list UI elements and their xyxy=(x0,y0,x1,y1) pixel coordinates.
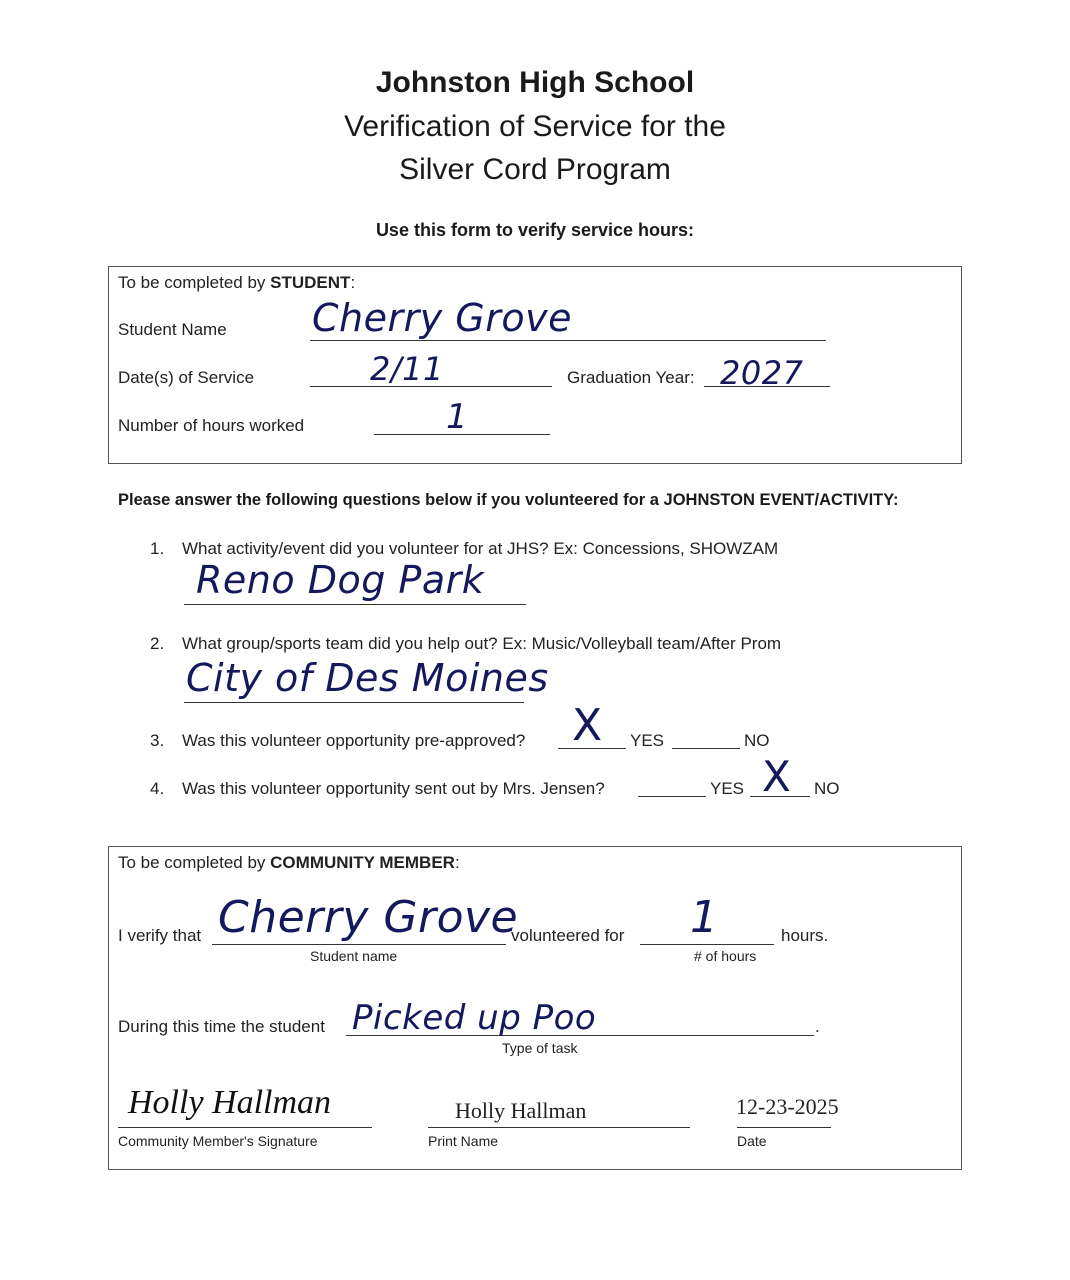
student-name-label: Student Name xyxy=(118,320,227,339)
student-name-caption: Student name xyxy=(310,948,398,964)
q4-text: Was this volunteer opportunity sent out by Mrs. Jensen? xyxy=(182,779,605,798)
student-name-line xyxy=(310,340,826,341)
q4-number: 4. xyxy=(150,779,165,798)
q3-number: 3. xyxy=(150,731,165,750)
q2-answer[interactable]: City of Des Moines xyxy=(186,656,549,700)
johnston-section-heading: Please answer the following questions below if you volunteered for a JOHNSTON EVENT/ACTIVITY: xyxy=(118,491,899,509)
task-period: . xyxy=(815,1017,820,1036)
student-name-value[interactable]: Cherry Grove xyxy=(312,296,572,340)
q3-no-line[interactable] xyxy=(672,748,740,749)
task-value[interactable]: Picked up Poo xyxy=(352,998,597,1038)
student-section-heading: To be completed by STUDENT: xyxy=(118,273,356,292)
print-name-caption: Print Name xyxy=(428,1133,499,1149)
form-title-line2: Silver Cord Program xyxy=(399,153,671,186)
hours-suffix: hours. xyxy=(781,926,829,945)
form-title-line1: Verification of Service for the xyxy=(344,110,726,143)
dates-value[interactable]: 2/11 xyxy=(370,350,444,388)
hours-caption: # of hours xyxy=(694,948,757,964)
q4-no-mark[interactable]: X xyxy=(762,752,792,801)
q1-answer[interactable]: Reno Dog Park xyxy=(196,558,485,602)
q4-yes-line[interactable] xyxy=(638,796,706,797)
verify-hours-value[interactable]: 1 xyxy=(690,892,719,943)
task-caption: Type of task xyxy=(502,1040,578,1056)
q1-answer-line xyxy=(184,604,526,605)
dates-label: Date(s) of Service xyxy=(118,368,255,387)
q3-no-label: NO xyxy=(744,731,770,750)
school-title: Johnston High School xyxy=(375,66,695,99)
q2-answer-line xyxy=(184,702,524,703)
volunteered-for-label: volunteered for xyxy=(511,926,625,945)
print-name-value[interactable]: Holly Hallman xyxy=(455,1098,587,1123)
graduation-year-value[interactable]: 2027 xyxy=(720,354,804,392)
date-line xyxy=(737,1127,831,1128)
signature-line xyxy=(118,1127,372,1128)
q4-no-label: NO xyxy=(814,779,840,798)
date-caption: Date xyxy=(737,1133,767,1149)
signature-caption: Community Member's Signature xyxy=(118,1133,318,1149)
hours-value[interactable]: 1 xyxy=(446,397,469,437)
q1-text: What activity/event did you volunteer for at JHS? Ex: Concessions, SHOWZAM xyxy=(182,539,779,558)
verify-hours-line xyxy=(640,944,774,945)
q3-text: Was this volunteer opportunity pre-approved? xyxy=(182,731,526,750)
during-label: During this time the student xyxy=(118,1017,325,1036)
q2-number: 2. xyxy=(150,634,165,653)
verify-student-line xyxy=(212,944,506,945)
verify-prefix: I verify that xyxy=(118,926,202,945)
hours-label: Number of hours worked xyxy=(118,416,305,435)
instruction-text: Use this form to verify service hours: xyxy=(375,220,695,240)
date-value[interactable]: 12-23-2025 xyxy=(736,1094,839,1119)
print-name-line xyxy=(428,1127,690,1128)
graduation-year-label: Graduation Year: xyxy=(567,368,695,387)
signature-value[interactable]: Holly Hallman xyxy=(128,1084,332,1121)
q3-yes-label: YES xyxy=(630,731,665,750)
q1-number: 1. xyxy=(150,539,165,558)
community-section-heading: To be completed by COMMUNITY MEMBER: xyxy=(118,853,460,872)
q3-yes-mark[interactable]: X xyxy=(572,700,603,751)
verify-student-name[interactable]: Cherry Grove xyxy=(218,892,519,943)
q2-text: What group/sports team did you help out? Ex: Music/Volleyball team/After Prom xyxy=(182,634,782,653)
q4-yes-label: YES xyxy=(710,779,745,798)
